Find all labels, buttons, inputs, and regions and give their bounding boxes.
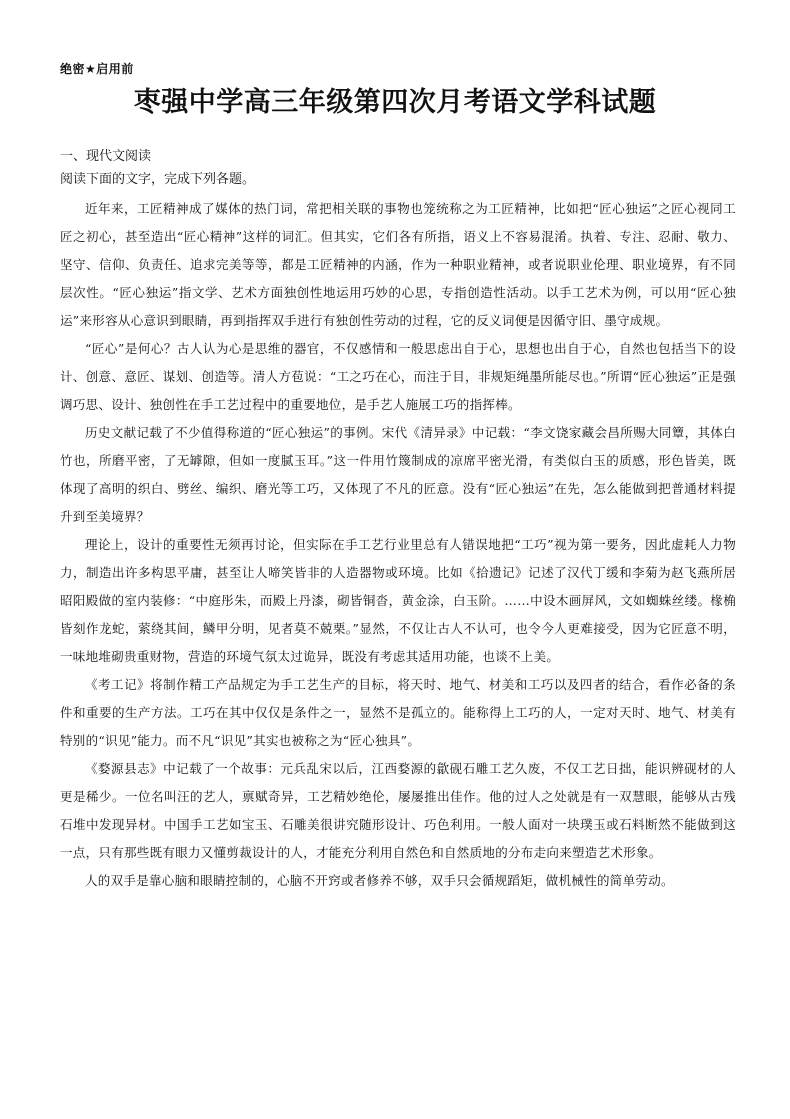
passage-paragraph: 理论上，设计的重要性无须再讨论，但实际在手工艺行业里总有人错误地把“工巧”视为第一要务，因此虚耗人力物力，制造出许多构思平庸，甚至让人啼笑皆非的人造器物或环境。比如《拾遗记》记述了汉代丁缓和李菊为赵飞燕所居昭阳殿做的室内装修：“中庭彤朱，而殿上丹漆，砌皆铜沓，黄金涂，白玉阶。……中设木画屏风，文如蜘蛛丝缕。椽桷皆刻作龙蛇，萦绕其间，鳞甲分明，见者莫不兢栗。”显然，不仅让古人不认可，也令今人更难接受，因为它匠意不明，一味地堆砌贵重财物，营造的环境气氛太过诡异，既没有考虑其适用功能，也谈不上美。	[60, 537, 736, 664]
passage-paragraph: 《考工记》将制作精工产品规定为手工艺生产的目标，将天时、地气、材美和工巧以及四者的结合，看作必备的条件和重要的生产方法。工巧在其中仅仅是条件之一，显然不是孤立的。能称得上工巧的人，一定对天时、地气、材美有特别的“识见”能力。而不凡“识见”其实也被称之为“匠心独具”。	[60, 677, 736, 748]
passage-paragraph: 历史文献记载了不少值得称道的“匠心独运”的事例。宋代《清异录》中记载：“李文饶家藏会昌所赐大同簟，其体白竹也，所磨平密，了无罅隙，但如一度腻玉耳。”这一件用竹篾制成的凉席平密光滑，有类似白玉的质感，形色皆美，既体现了高明的织白、劈丝、编织、磨光等工巧，又体现了不凡的匠意。没有“匠心独运”在先，怎么能做到把普通材料提升到至美境界？	[60, 425, 736, 524]
passage-paragraph: “匠心”是何心？古人认为心是思维的器官，不仅感情和一般思虑出自于心，思想也出自于心，自然也包括当下的设计、创意、意匠、谋划、创造等。清人方苞说：“工之巧在心，而注于目，非规矩绳墨所能尽也。”所谓“匠心独运”正是强调巧思、设计、独创性在手工艺过程中的重要地位，是手艺人施展工巧的指挥棒。	[60, 341, 736, 412]
reading-passage	[60, 195, 736, 895]
page-title: 枣强中学高三年级第四次月考语文学科试题	[133, 87, 657, 118]
section-heading: 一、现代文阅读	[60, 149, 152, 164]
passage-paragraph: 人的双手是靠心脑和眼睛控制的，心脑不开窍或者修养不够，双手只会循规蹈矩，做机械性的简单劳动。	[85, 873, 674, 888]
secret-label: 绝密★启用前	[60, 62, 134, 76]
reading-instruction: 阅读下面的文字，完成下列各题。	[60, 172, 256, 187]
passage-paragraph: 近年来，工匠精神成了媒体的热门词，常把相关联的事物也笼统称之为工匠精神，比如把“匠心独运”之匠心视同工匠之初心，甚至造出“匠心精神”这样的词汇。但其实，它们各有所指，语义上不容易混淆。执着、专注、忍耐、敬力、坚守、信仰、负责任、追求完美等等，都是工匠精神的内涵，作为一种职业精神，或者说职业伦理、职业境界，有不同层次性。“匠心独运”指文学、艺术方面独创性地运用巧妙的心思，专指创造性活动。以手工艺术为例，可以用“匠心独运”来形容从心意识到眼睛，再到指挥双手进行有独创性劳动的过程，它的反义词便是因循守旧、墨守成规。	[60, 201, 736, 328]
passage-paragraph: 《婺源县志》中记载了一个故事：元兵乱宋以后，江西婺源的歙砚石雕工艺久废，不仅工艺日拙，能识辨砚材的人更是稀少。一位名叫汪的艺人，禀赋奇异，工艺精妙绝伦，屡屡推出佳作。他的过人之处就是有一双慧眼，能够从古残石堆中发现异材。中国手工艺如宝玉、石雕美很讲究随形设计、巧色利用。一般人面对一块璞玉或石料断然不能做到这一点，只有那些既有眼力又懂剪裁设计的人，才能充分利用自然色和自然质地的分布走向来塑造艺术形象。	[60, 761, 736, 860]
